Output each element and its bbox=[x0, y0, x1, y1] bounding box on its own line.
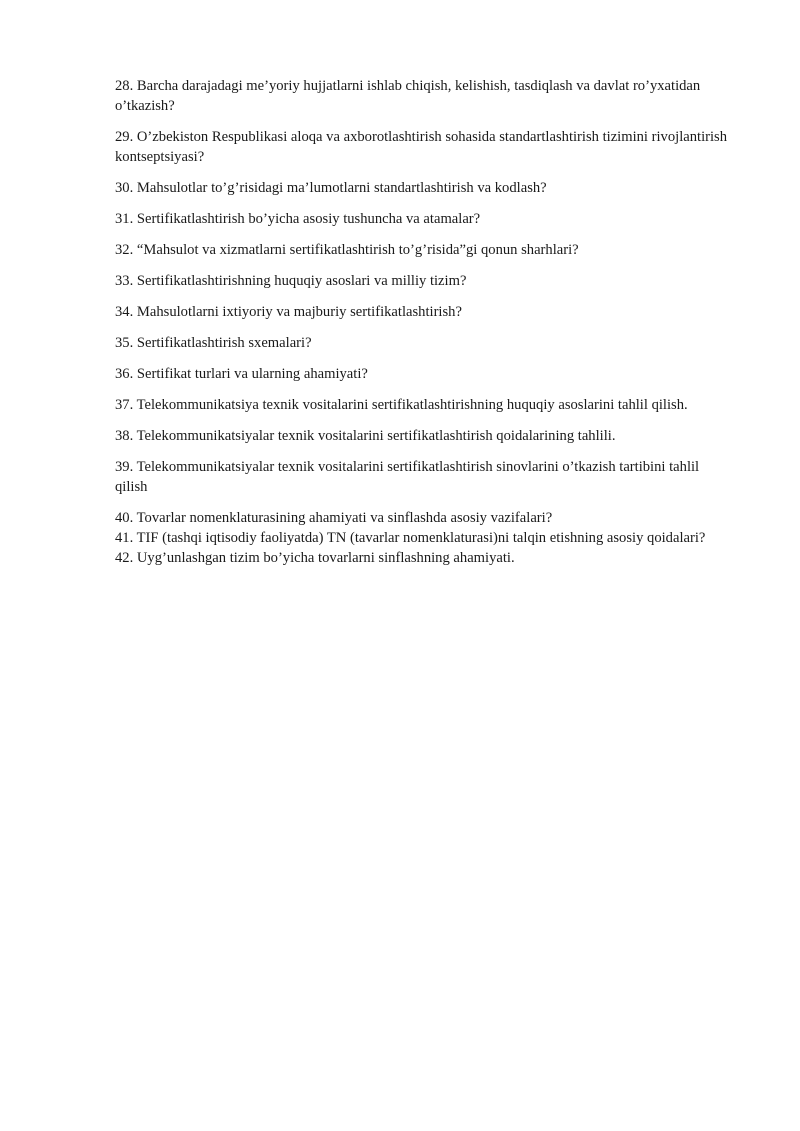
question-34: 34. Mahsulotlarni ixtiyoriy va majburiy sertifikatlashtirish? bbox=[115, 304, 462, 320]
question-38: 38. Telekommunikatsiyalar texnik vositalarini sertifikatlashtirish qoidalarining tahlili. bbox=[115, 428, 616, 444]
question-31: 31. Sertifikatlashtirish bo’yicha asosiy tushuncha va atamalar? bbox=[115, 211, 481, 227]
question-28: 28. Barcha darajadagi me’yoriy hujjatlarni ishlab chiqish, kelishish, tasdiqlash va davlat ro’yxatidan o’tkazish? bbox=[115, 78, 701, 114]
question-40: 40. Tovarlar nomenklaturasining ahamiyati va sinflashda asosiy vazifalari? bbox=[115, 510, 553, 526]
question-29: 29. O’zbekiston Respublikasi aloqa va axborotlashtirish sohasida standartlashtirish tizimini rivojlantirish kontseptsiyasi? bbox=[115, 129, 728, 165]
question-36: 36. Sertifikat turlari va ularning ahamiyati? bbox=[115, 366, 368, 382]
question-35: 35. Sertifikatlashtirish sxemalari? bbox=[115, 335, 312, 351]
question-39: 39. Telekommunikatsiyalar texnik vositalarini sertifikatlashtirish sinovlarini o’tkazish tartibini tahlil qilish bbox=[115, 459, 700, 495]
question-30: 30. Mahsulotlar to’g’risidagi ma’lumotlarni standartlashtirish va kodlash? bbox=[115, 180, 547, 196]
question-42: 42. Uyg’unlashgan tizim bo’yicha tovarlarni sinflashning ahamiyati. bbox=[115, 550, 515, 566]
question-33: 33. Sertifikatlashtirishning huquqiy asoslari va milliy tizim? bbox=[115, 273, 467, 289]
question-37: 37. Telekommunikatsiya texnik vositalarini sertifikatlashtirishning huquqiy asoslarini tahlil qilish. bbox=[115, 397, 688, 413]
question-32: 32. “Mahsulot va xizmatlarni sertifikatlashtirish to’g’risida”gi qonun sharhlari? bbox=[115, 242, 579, 258]
question-41: 41. TIF (tashqi iqtisodiy faoliyatda) TN (tavarlar nomenklaturasi)ni talqin etishning asosiy qoidalari? bbox=[115, 530, 706, 546]
document-page bbox=[115, 76, 730, 568]
